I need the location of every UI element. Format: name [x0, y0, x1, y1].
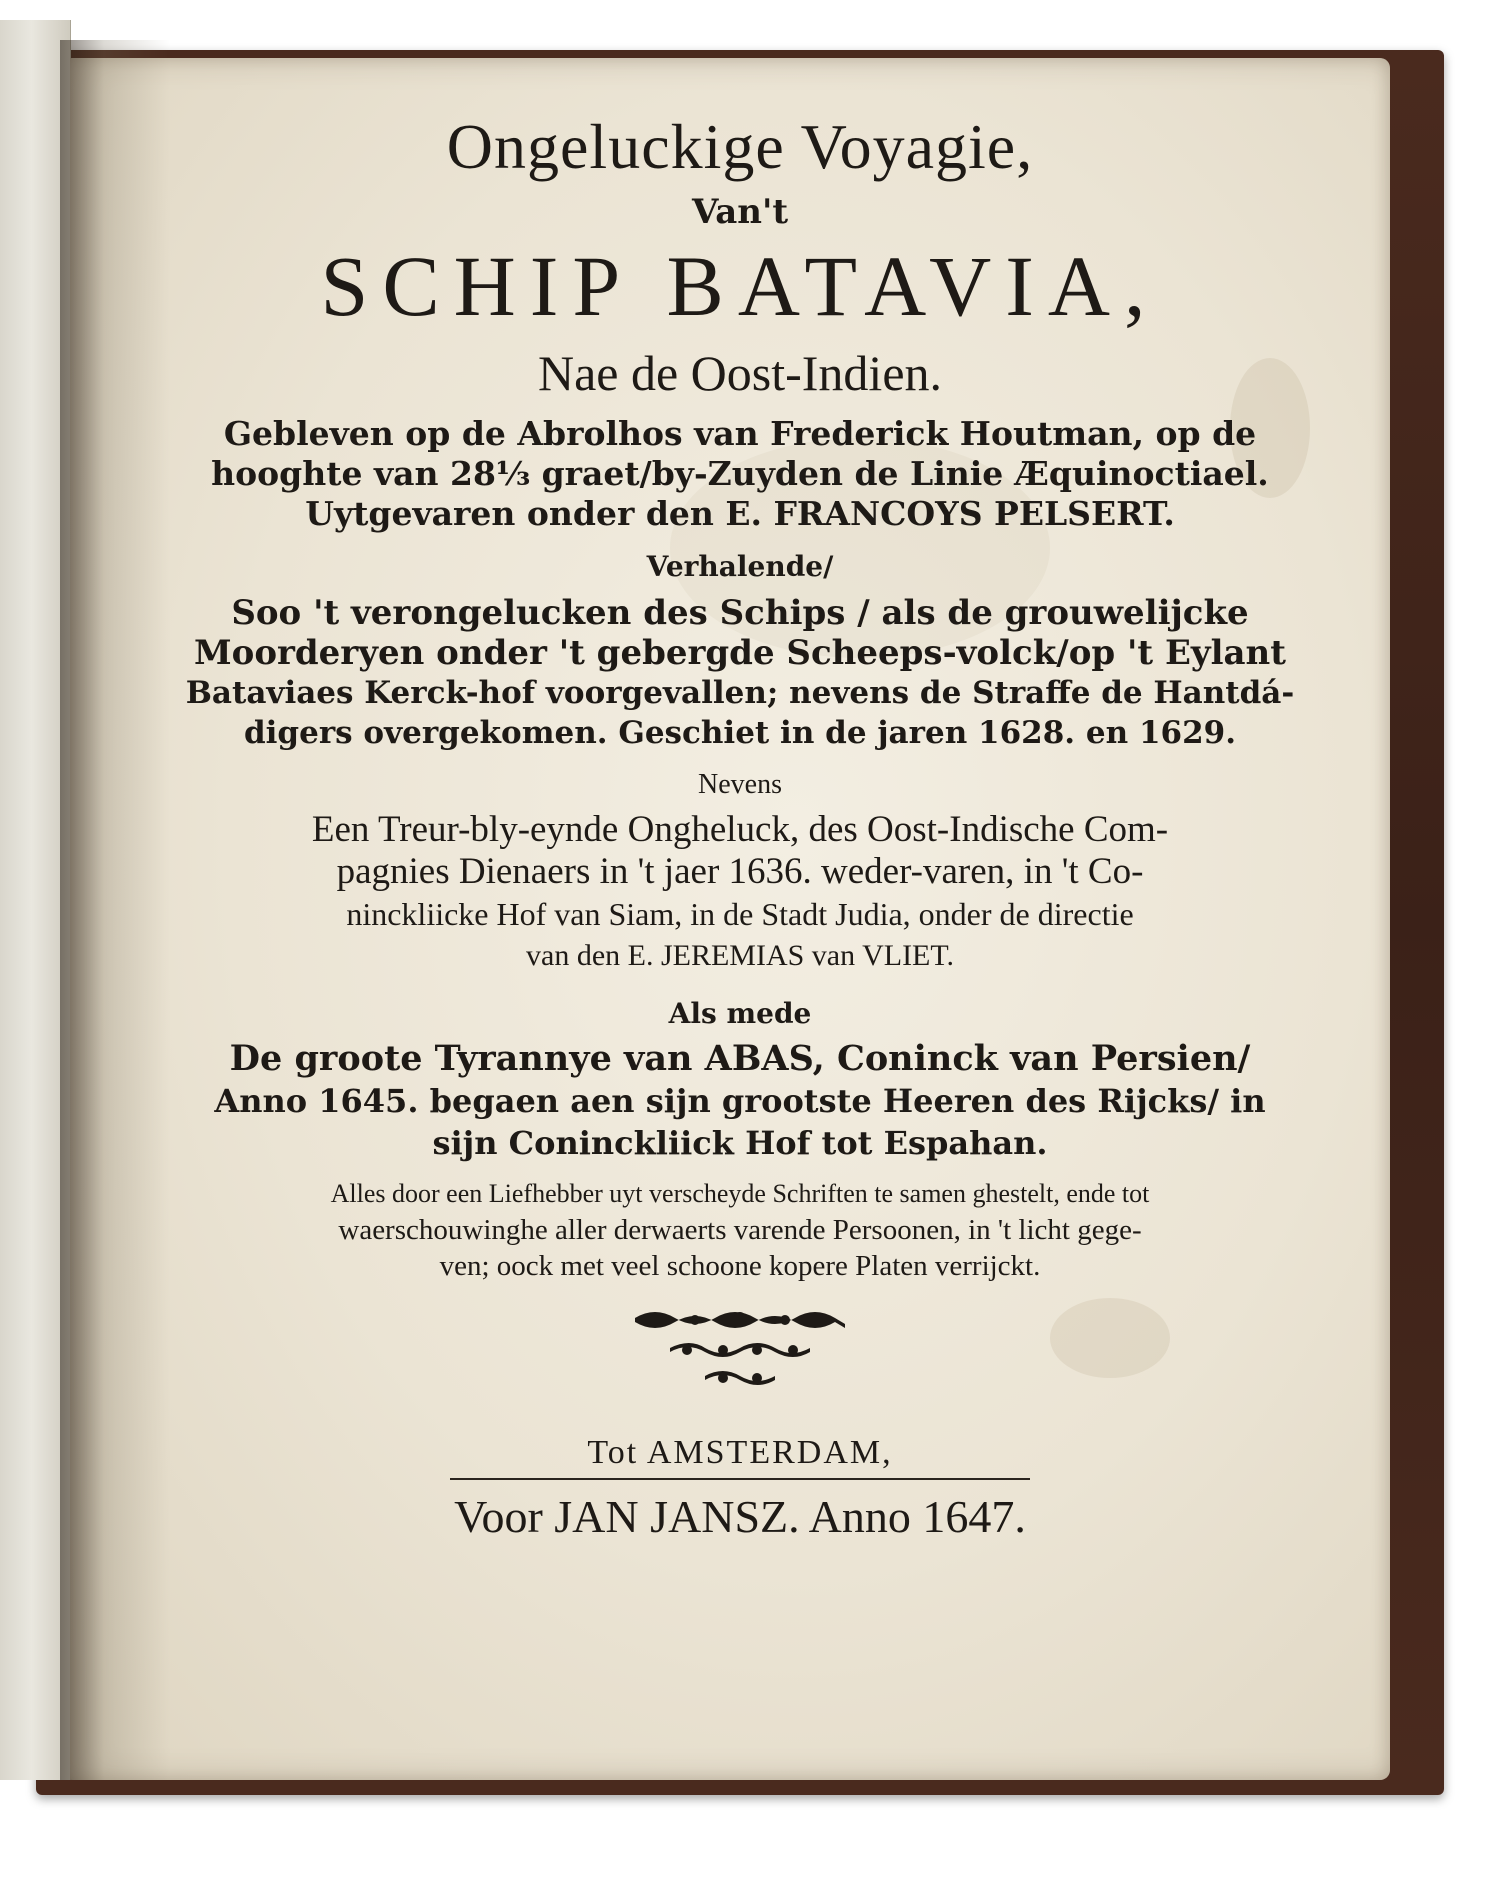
subtitle-vant: Van't — [691, 192, 789, 232]
paragraph-murders — [160, 593, 1320, 753]
paragraph-compiler — [160, 1176, 1320, 1284]
paragraph-line: van den E. JEREMIAS van VLIET. — [526, 939, 954, 972]
paragraph-wreck — [160, 414, 1320, 534]
spine-shadow — [60, 40, 170, 1780]
imprint-publisher: Voor JAN JANSZ. Anno 1647. — [454, 1491, 1026, 1542]
printers-ornament — [625, 1306, 855, 1396]
paragraph-line: Uytgevaren onder den E. FRANCOYS PELSERT. — [305, 494, 1175, 533]
paragraph-line: ven; oock met veel schoone kopere Platen verrijckt. — [439, 1250, 1041, 1282]
paragraph-line: Anno 1645. begaen aen sijn grootste Heeren des Rijcks/ in — [214, 1082, 1266, 1120]
ship-name: SCHIP BATAVIA, — [320, 238, 1160, 334]
paragraph-line: Gebleven op de Abrolhos van Frederick Houtman, op de — [223, 414, 1257, 453]
paragraph-line: Moorderyen onder 't gebergde Scheeps-volck/op 't Eylant — [194, 633, 1286, 673]
imprint-rule — [450, 1478, 1030, 1480]
paragraph-siam — [160, 809, 1320, 977]
als-mede-label: Als mede — [668, 997, 812, 1030]
imprint-place: Tot AMSTERDAM, — [587, 1434, 893, 1471]
paragraph-line: Alles door een Liefhebber uyt verscheyde Schriften te samen ghestelt, ende tot — [330, 1179, 1150, 1208]
verhalende-label: Verhalende/ — [646, 550, 834, 583]
paragraph-line: De groote Tyrannye van ABAS, Coninck van Persien/ — [229, 1038, 1251, 1079]
paragraph-line: sijn Coninckliick Hof tot Espahan. — [432, 1124, 1048, 1162]
title-page-text — [160, 110, 1320, 1543]
paragraph-line: ninckliicke Hof van Siam, in de Stadt Judia, onder de directie — [346, 896, 1134, 932]
paragraph-line: Soo 't verongelucken des Schips / als de grouwelijcke — [231, 593, 1249, 633]
paragraph-line: hooghte van 28⅓ graet/by-Zuyden de Linie Æquinoctiael. — [211, 454, 1269, 493]
nevens-label: Nevens — [698, 769, 782, 800]
paragraph-line: waerschouwinghe aller derwaerts varende Persoonen, in 't licht gege- — [338, 1214, 1142, 1246]
paragraph-line: Een Treur-bly-eynde Ongheluck, des Oost-Indische Com- — [311, 809, 1169, 850]
destination: Nae de Oost-Indien. — [537, 345, 943, 401]
main-title: Ongeluckige Voyagie, — [446, 111, 1034, 182]
paragraph-line: Bataviaes Kerck-hof voorgevallen; nevens de Straffe de Hantdá- — [185, 675, 1295, 711]
paragraph-line: pagnies Dienaers in 't jaer 1636. weder-varen, in 't Co- — [336, 851, 1144, 892]
paragraph-persia — [160, 1038, 1320, 1164]
paragraph-line: digers overgekomen. Geschiet in de jaren 1628. en 1629. — [243, 715, 1237, 751]
